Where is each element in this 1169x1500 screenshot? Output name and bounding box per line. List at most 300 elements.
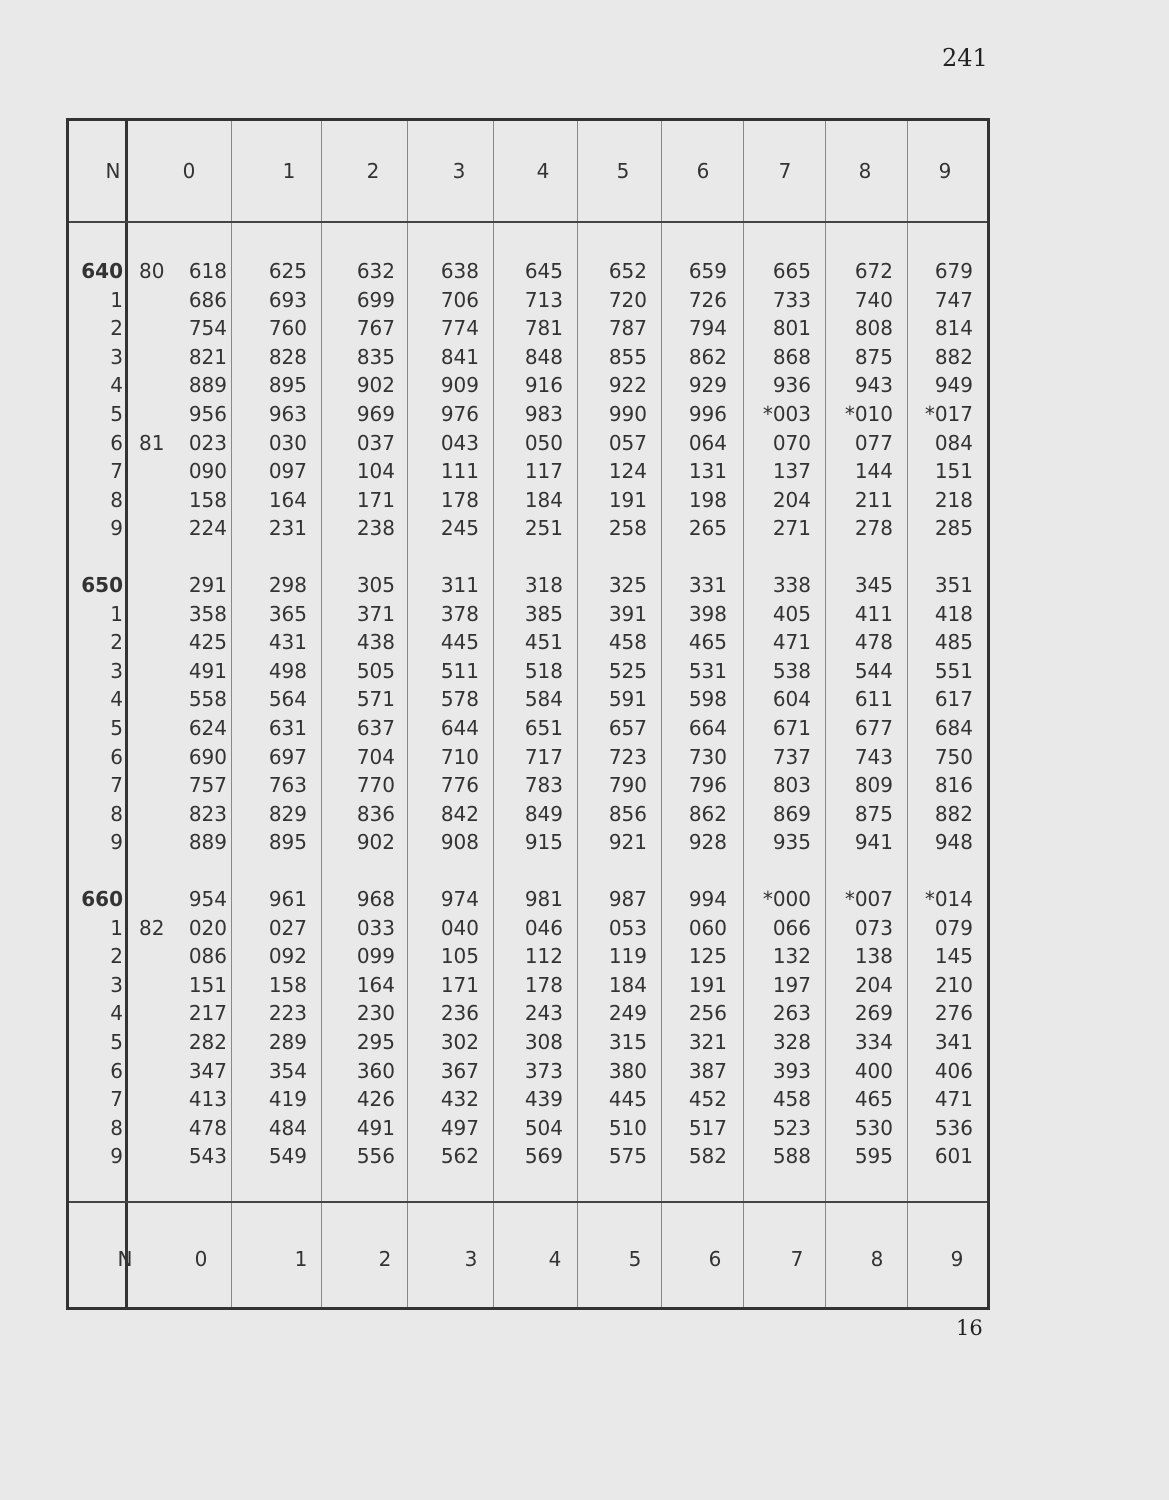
table-cell: 378 (440, 601, 479, 626)
table-cell: 941 (854, 830, 893, 855)
table-cell: 652 (608, 259, 647, 283)
table-cell: 391 (608, 601, 647, 626)
table-cell: 498 (268, 658, 307, 683)
table-cell: 889 (188, 830, 227, 855)
table-cell: 723 (608, 744, 647, 769)
table-cell: 077 (854, 430, 893, 455)
table-cell: 341 (934, 1030, 973, 1054)
table-cell: 485 (934, 630, 973, 655)
table-cell: 543 (188, 1144, 227, 1169)
table-cell: 027 (268, 915, 307, 940)
table-cell: 478 (188, 1115, 227, 1140)
row-n: 1 (110, 915, 123, 940)
table-cell: 197 (772, 972, 811, 997)
table-row (69, 1057, 987, 1085)
table-cell: 737 (772, 744, 811, 769)
table-cell: *007 (844, 887, 893, 911)
table-cell: 969 (356, 402, 395, 426)
table-cell: 104 (356, 459, 395, 484)
table-cell: 256 (688, 1001, 727, 1026)
table-cell: 637 (356, 716, 395, 740)
table-cell: 258 (608, 516, 647, 541)
table-cell: 710 (440, 744, 479, 769)
table-row (69, 685, 987, 713)
table-cell: 743 (854, 744, 893, 769)
table-row (69, 743, 987, 771)
table-cell: 191 (608, 487, 647, 512)
row-n: 4 (110, 1001, 123, 1026)
table-cell: 672 (854, 259, 893, 283)
table-cell: 564 (268, 687, 307, 712)
table-cell: 747 (934, 287, 973, 312)
table-cell: 432 (440, 1087, 479, 1112)
row-n: 6 (110, 1058, 123, 1083)
row-n: 8 (110, 801, 123, 826)
table-cell: 862 (688, 801, 727, 826)
table-cell: 465 (854, 1087, 893, 1112)
table-cell: 902 (356, 830, 395, 855)
table-cell: 046 (524, 915, 563, 940)
table-cell: 699 (356, 287, 395, 312)
table-cell: 249 (608, 1001, 647, 1026)
row-n: 7 (110, 1087, 123, 1112)
table-cell: 086 (188, 944, 227, 969)
table-cell: 269 (854, 1001, 893, 1026)
table-cell: 079 (934, 915, 973, 940)
table-cell: 740 (854, 287, 893, 312)
table-cell: 638 (440, 259, 479, 283)
table-cell: 023 (188, 430, 227, 455)
table-cell: 757 (188, 773, 227, 798)
table-cell: 684 (934, 716, 973, 740)
table-cell: 713 (524, 287, 563, 312)
row-n: 2 (110, 630, 123, 655)
table-cell: 787 (608, 316, 647, 341)
table-cell: 895 (268, 830, 307, 855)
table-cell: 841 (440, 344, 479, 369)
table-cell: 425 (188, 630, 227, 655)
table-cell: 936 (772, 373, 811, 398)
table-cell: 458 (608, 630, 647, 655)
table-cell: 582 (688, 1144, 727, 1169)
table-cell: *010 (844, 402, 893, 426)
table-cell: 562 (440, 1144, 479, 1169)
table-cell: 057 (608, 430, 647, 455)
table-cell: 439 (524, 1087, 563, 1112)
table-cell: 829 (268, 801, 307, 826)
table-cell: 935 (772, 830, 811, 855)
row-n: 2 (110, 944, 123, 969)
table-cell: 347 (188, 1058, 227, 1083)
table-cell: 151 (188, 972, 227, 997)
table-row (69, 1142, 987, 1170)
row-n: 650 (81, 573, 123, 597)
table-cell: 915 (524, 830, 563, 855)
table-cell: 308 (524, 1030, 563, 1054)
table-cell: 618 (188, 259, 227, 283)
table-cell: 796 (688, 773, 727, 798)
table-cell: 418 (934, 601, 973, 626)
row-n: 2 (110, 316, 123, 341)
row-n: 1 (110, 601, 123, 626)
row-n: 9 (110, 516, 123, 541)
table-cell: 211 (854, 487, 893, 512)
header-digit: 1 (282, 159, 296, 183)
table-cell: 704 (356, 744, 395, 769)
table-cell: 184 (524, 487, 563, 512)
row-n: 3 (110, 972, 123, 997)
row-n: 1 (110, 287, 123, 312)
table-cell: 064 (688, 430, 727, 455)
table-cell: 125 (688, 944, 727, 969)
table-cell: 373 (524, 1058, 563, 1083)
table-cell: 338 (772, 573, 811, 597)
table-cell: 315 (608, 1030, 647, 1054)
table-cell: 665 (772, 259, 811, 283)
table-cell: 092 (268, 944, 307, 969)
table-cell: 849 (524, 801, 563, 826)
table-cell: 497 (440, 1115, 479, 1140)
table-row (69, 971, 987, 999)
folio: 16 (956, 1316, 983, 1340)
footer-n: N (117, 1247, 133, 1271)
table-cell: 842 (440, 801, 479, 826)
table-row (69, 714, 987, 742)
table-cell: 295 (356, 1030, 395, 1054)
table-cell: 720 (608, 287, 647, 312)
table-cell: 218 (934, 487, 973, 512)
table-cell: 996 (688, 402, 727, 426)
table-cell: 099 (356, 944, 395, 969)
header-digit: 7 (778, 159, 792, 183)
table-cell: 171 (356, 487, 395, 512)
table-cell: 987 (608, 887, 647, 911)
table-cell: 730 (688, 744, 727, 769)
table-cell: 097 (268, 459, 307, 484)
table-cell: 575 (608, 1144, 647, 1169)
table-cell: 217 (188, 1001, 227, 1026)
row-n: 640 (81, 259, 123, 283)
table-cell: 961 (268, 887, 307, 911)
table-cell: 302 (440, 1030, 479, 1054)
table-cell: 060 (688, 915, 727, 940)
table-cell: 020 (188, 915, 227, 940)
table-cell: 137 (772, 459, 811, 484)
table-cell: 868 (772, 344, 811, 369)
table-cell: 518 (524, 658, 563, 683)
row-n: 5 (110, 1030, 123, 1054)
table-cell: 380 (608, 1058, 647, 1083)
table-row (69, 457, 987, 485)
header-digit: 4 (536, 159, 550, 183)
footer-digit: 3 (464, 1247, 478, 1271)
table-row (69, 1114, 987, 1142)
table-cell: 760 (268, 316, 307, 341)
header-digit: 8 (858, 159, 872, 183)
table-row (69, 286, 987, 314)
table-cell: 243 (524, 1001, 563, 1026)
table-cell: 171 (440, 972, 479, 997)
table-cell: 889 (188, 373, 227, 398)
table-row (69, 429, 987, 457)
table-cell: 111 (440, 459, 479, 484)
row-n: 8 (110, 487, 123, 512)
table-cell: 671 (772, 716, 811, 740)
table-cell: 184 (608, 972, 647, 997)
table-cell: 263 (772, 1001, 811, 1026)
table-cell: 491 (188, 658, 227, 683)
table-cell: 644 (440, 716, 479, 740)
table-cell: 525 (608, 658, 647, 683)
table-cell: 763 (268, 773, 307, 798)
table-cell: 706 (440, 287, 479, 312)
table-cell: 882 (934, 344, 973, 369)
table-cell: 265 (688, 516, 727, 541)
table-cell: 385 (524, 601, 563, 626)
table-cell: 530 (854, 1115, 893, 1140)
table-cell: 651 (524, 716, 563, 740)
table-cell: 697 (268, 744, 307, 769)
table-cell: 803 (772, 773, 811, 798)
row-n: 7 (110, 459, 123, 484)
table-cell: 625 (268, 259, 307, 283)
table-cell: 558 (188, 687, 227, 712)
table-cell: *017 (924, 402, 973, 426)
table-cell: 285 (934, 516, 973, 541)
table-cell: 164 (268, 487, 307, 512)
table-cell: 928 (688, 830, 727, 855)
table-cell: 478 (854, 630, 893, 655)
table-cell: 963 (268, 402, 307, 426)
table-cell: 754 (188, 316, 227, 341)
table-cell: 471 (934, 1087, 973, 1112)
table-cell: 164 (356, 972, 395, 997)
table-cell: 204 (772, 487, 811, 512)
table-cell: 040 (440, 915, 479, 940)
table-cell: 781 (524, 316, 563, 341)
table-row (69, 800, 987, 828)
row-n: 3 (110, 344, 123, 369)
row-n: 5 (110, 716, 123, 740)
table-cell: 458 (772, 1087, 811, 1112)
table-cell: 677 (854, 716, 893, 740)
table-cell: 053 (608, 915, 647, 940)
table-cell: 584 (524, 687, 563, 712)
table-cell: 578 (440, 687, 479, 712)
table-cell: 948 (934, 830, 973, 855)
table-cell: 070 (772, 430, 811, 455)
table-cell: 400 (854, 1058, 893, 1083)
table-cell: 151 (934, 459, 973, 484)
page-number: 241 (942, 44, 988, 72)
table-cell: 305 (356, 573, 395, 597)
row-n: 3 (110, 658, 123, 683)
header-digit: 9 (938, 159, 952, 183)
table-cell: 445 (608, 1087, 647, 1112)
table-cell: 413 (188, 1087, 227, 1112)
header-digit: 5 (616, 159, 630, 183)
table-cell: 223 (268, 1001, 307, 1026)
table-cell: 983 (524, 402, 563, 426)
table-cell: 943 (854, 373, 893, 398)
table-cell: 191 (688, 972, 727, 997)
table-cell: 601 (934, 1144, 973, 1169)
table-cell: 690 (188, 744, 227, 769)
table-cell: 331 (688, 573, 727, 597)
table-cell: 138 (854, 944, 893, 969)
table-cell: 523 (772, 1115, 811, 1140)
row-n: 6 (110, 430, 123, 455)
table-cell: 043 (440, 430, 479, 455)
table-cell: 484 (268, 1115, 307, 1140)
table-cell: 631 (268, 716, 307, 740)
table-cell: 119 (608, 944, 647, 969)
table-row (69, 999, 987, 1027)
table-cell: 365 (268, 601, 307, 626)
table-cell: 511 (440, 658, 479, 683)
table-row (69, 914, 987, 942)
table-cell: 828 (268, 344, 307, 369)
table-cell: 105 (440, 944, 479, 969)
table-cell: 604 (772, 687, 811, 712)
table-cell: 536 (934, 1115, 973, 1140)
table-cell: 726 (688, 287, 727, 312)
table-cell: 895 (268, 373, 307, 398)
row-prefix: 82 (139, 915, 165, 940)
table-row (69, 571, 987, 599)
row-n: 660 (81, 887, 123, 911)
table-cell: 835 (356, 344, 395, 369)
table-cell: 334 (854, 1030, 893, 1054)
table-cell: 551 (934, 658, 973, 683)
table-cell: 345 (854, 573, 893, 597)
table-cell: 801 (772, 316, 811, 341)
table-cell: 954 (188, 887, 227, 911)
footer-digit: 4 (548, 1247, 562, 1271)
table-cell: 994 (688, 887, 727, 911)
table-cell: 224 (188, 516, 227, 541)
row-n: 8 (110, 1115, 123, 1140)
header-digit: 6 (696, 159, 710, 183)
table-cell: 717 (524, 744, 563, 769)
table-cell: 050 (524, 430, 563, 455)
table-row (69, 828, 987, 856)
table-cell: 875 (854, 801, 893, 826)
table-cell: 230 (356, 1001, 395, 1026)
table-cell: 073 (854, 915, 893, 940)
table-cell: 236 (440, 1001, 479, 1026)
table-cell: 328 (772, 1030, 811, 1054)
table-cell: 132 (772, 944, 811, 969)
table-cell: 549 (268, 1144, 307, 1169)
table-cell: 776 (440, 773, 479, 798)
table-row (69, 314, 987, 342)
table-cell: 679 (934, 259, 973, 283)
table-cell: 289 (268, 1030, 307, 1054)
table-row (69, 885, 987, 913)
table-cell: 445 (440, 630, 479, 655)
footer-rule (69, 1201, 987, 1203)
table-row (69, 257, 987, 285)
table-cell: 465 (688, 630, 727, 655)
table-cell: 569 (524, 1144, 563, 1169)
table-cell: 956 (188, 402, 227, 426)
table-cell: 823 (188, 801, 227, 826)
table-cell: 814 (934, 316, 973, 341)
table-cell: 393 (772, 1058, 811, 1083)
table-cell: 204 (854, 972, 893, 997)
table-cell: 949 (934, 373, 973, 398)
table-cell: 588 (772, 1144, 811, 1169)
table-cell: 321 (688, 1030, 727, 1054)
table-cell: 517 (688, 1115, 727, 1140)
table-cell: *014 (924, 887, 973, 911)
table-row (69, 1085, 987, 1113)
table-cell: 030 (268, 430, 307, 455)
table-cell: 974 (440, 887, 479, 911)
table-cell: 598 (688, 687, 727, 712)
table-cell: 770 (356, 773, 395, 798)
table-cell: 210 (934, 972, 973, 997)
table-cell: 406 (934, 1058, 973, 1083)
table-cell: 238 (356, 516, 395, 541)
table-cell: 278 (854, 516, 893, 541)
log-table (66, 118, 990, 1310)
table-cell: 325 (608, 573, 647, 597)
table-cell: 921 (608, 830, 647, 855)
table-cell: 591 (608, 687, 647, 712)
table-cell: 178 (524, 972, 563, 997)
table-cell: 657 (608, 716, 647, 740)
table-cell: 066 (772, 915, 811, 940)
table-cell: 774 (440, 316, 479, 341)
row-n: 9 (110, 830, 123, 855)
table-cell: 291 (188, 573, 227, 597)
table-cell: 790 (608, 773, 647, 798)
table-cell: 624 (188, 716, 227, 740)
table-cell: 158 (188, 487, 227, 512)
row-n: 7 (110, 773, 123, 798)
table-cell: 875 (854, 344, 893, 369)
table-cell: 282 (188, 1030, 227, 1054)
table-cell: 664 (688, 716, 727, 740)
table-cell: *000 (762, 887, 811, 911)
table-cell: 131 (688, 459, 727, 484)
footer-digit: 2 (378, 1247, 392, 1271)
table-row (69, 600, 987, 628)
table-cell: 451 (524, 630, 563, 655)
table-cell: 037 (356, 430, 395, 455)
table-cell: 419 (268, 1087, 307, 1112)
table-cell: 117 (524, 459, 563, 484)
table-cell: 808 (854, 316, 893, 341)
footer-digit: 6 (708, 1247, 722, 1271)
table-cell: 276 (934, 1001, 973, 1026)
footer-digit: 0 (194, 1247, 208, 1271)
table-cell: 783 (524, 773, 563, 798)
table-row (69, 942, 987, 970)
footer-digit: 8 (870, 1247, 884, 1271)
table-row (69, 1028, 987, 1056)
table-cell: 367 (440, 1058, 479, 1083)
table-cell: 231 (268, 516, 307, 541)
table-cell: 387 (688, 1058, 727, 1083)
table-cell: 198 (688, 487, 727, 512)
table-cell: 571 (356, 687, 395, 712)
table-cell: 354 (268, 1058, 307, 1083)
table-cell: 144 (854, 459, 893, 484)
table-cell: 882 (934, 801, 973, 826)
